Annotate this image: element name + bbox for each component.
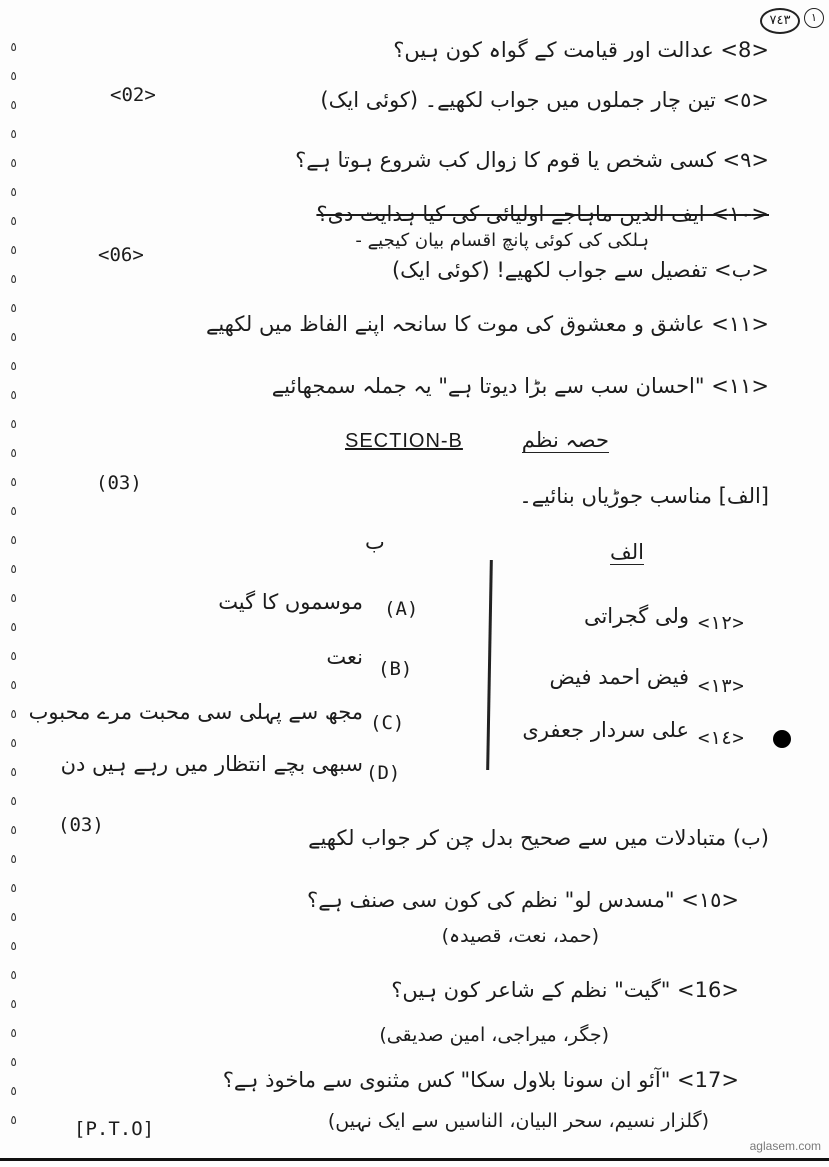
question-16: <16> "گیت" نظم کے شاعر کون ہیں؟ xyxy=(391,978,739,1002)
margin-mark: ٥ xyxy=(10,823,18,837)
margin-mark: ٥ xyxy=(10,765,18,779)
margin-mark: ٥ xyxy=(10,446,18,460)
margin-mark: ٥ xyxy=(10,649,18,663)
page-number-badge: ١ xyxy=(804,8,824,28)
match-right-d: سبھی بچے انتظار میں رہے ہیں دن xyxy=(60,752,363,776)
margin-mark: ٥ xyxy=(10,69,18,83)
margin-mark: ٥ xyxy=(10,475,18,489)
margin-mark: ٥ xyxy=(10,591,18,605)
question-16-options: (جگر، میراجی، امین صدیقی) xyxy=(379,1024,609,1046)
question-10-correction: ہلکی کی کوئی پانچ اقسام بیان کیجیے - xyxy=(355,230,649,251)
question-15-options: (حمد، نعت، قصیدہ) xyxy=(441,925,599,947)
margin-mark: ٥ xyxy=(10,533,18,547)
margin-mark: ٥ xyxy=(10,1113,18,1127)
margin-mark: ٥ xyxy=(10,939,18,953)
part-a-instruction: [الف] مناسب جوڑیاں بنائیے۔ xyxy=(519,484,769,508)
margin-mark: ٥ xyxy=(10,1084,18,1098)
margin-mark: ٥ xyxy=(10,214,18,228)
margin-mark: ٥ xyxy=(10,620,18,634)
part-be-marks: (03) xyxy=(58,814,104,836)
margin-mark: ٥ xyxy=(10,127,18,141)
match-left-14-num: <١٤> xyxy=(698,727,744,749)
margin-mark: ٥ xyxy=(10,40,18,54)
question-9: <٩> کسی شخص یا قوم کا زوال کب شروع ہوتا ہے؟ xyxy=(295,148,769,172)
question-10-struck: <١٠> ایف الدین ماہاجے اولیائی کی کیا ہدایت دی؟ xyxy=(316,202,769,226)
part-a-marks: (03) xyxy=(96,472,142,494)
match-left-14: علی سردار جعفری xyxy=(522,718,689,742)
margin-mark: ٥ xyxy=(10,504,18,518)
match-left-13: فیض احمد فیض xyxy=(549,665,689,689)
question-17-options: (گلزار نسیم، سحر البیان، الناسیں سے ایک نہیں) xyxy=(327,1110,709,1132)
margin-mark: ٥ xyxy=(10,794,18,808)
section-b-title: SECTION-B xyxy=(345,430,463,452)
margin-mark: ٥ xyxy=(10,562,18,576)
marks-02: <02> xyxy=(110,84,156,106)
column-alif-header xyxy=(610,540,644,564)
match-left-12-num: <١٢> xyxy=(698,612,744,634)
marks-06: <06> xyxy=(98,244,144,266)
question-5-instruction: <٥> تین چار جملوں میں جواب لکھیے۔ (کوئی ایک) xyxy=(320,88,769,112)
margin-punch-marks xyxy=(0,0,24,1167)
question-17: <17> "آئو ان سونا بلاول سکا" کس مثنوی سے ماخوذ ہے؟ xyxy=(222,1068,739,1092)
question-11: <١١> عاشق و معشوق کی موت کا سانحہ اپنے الفاظ میں لکھیے xyxy=(206,312,769,336)
margin-mark: ٥ xyxy=(10,417,18,431)
question-11b: <١١> "احسان سب سے بڑا دیوتا ہے" یہ جملہ سمجھائیے xyxy=(271,374,769,398)
question-b-instruction: <ب> تفصیل سے جواب لکھیے! (کوئی ایک) xyxy=(391,258,769,282)
margin-mark: ٥ xyxy=(10,98,18,112)
margin-mark: ٥ xyxy=(10,707,18,721)
margin-mark: ٥ xyxy=(10,330,18,344)
match-right-a: موسموں کا گیت xyxy=(218,590,363,614)
column-alif-header-text: الف xyxy=(610,540,644,564)
margin-mark: ٥ xyxy=(10,736,18,750)
margin-mark: ٥ xyxy=(10,910,18,924)
margin-mark: ٥ xyxy=(10,678,18,692)
margin-mark: ٥ xyxy=(10,388,18,402)
question-8: <8> عدالت اور قیامت کے گواہ کون ہیں؟ xyxy=(393,38,769,62)
match-left-13-num: <١٣> xyxy=(698,675,744,697)
pto-label: [P.T.O] xyxy=(74,1118,155,1140)
margin-mark: ٥ xyxy=(10,301,18,315)
margin-mark: ٥ xyxy=(10,359,18,373)
match-right-b-letter: (B) xyxy=(378,658,413,680)
margin-mark: ٥ xyxy=(10,243,18,257)
match-left-12: ولی گجراتی xyxy=(583,604,689,628)
watermark: aglasem.com xyxy=(749,1139,821,1153)
question-15: <١٥> "مسدس لو" نظم کی کون سی صنف ہے؟ xyxy=(307,888,739,912)
match-right-b: نعت xyxy=(326,645,363,669)
column-be-header: ب xyxy=(365,530,385,554)
match-right-d-letter: (D) xyxy=(366,762,401,784)
margin-mark: ٥ xyxy=(10,997,18,1011)
margin-mark: ٥ xyxy=(10,968,18,982)
margin-mark: ٥ xyxy=(10,272,18,286)
section-b-subtitle xyxy=(449,428,609,452)
match-right-c-letter: (C) xyxy=(370,712,405,734)
margin-mark: ٥ xyxy=(10,1055,18,1069)
match-right-a-letter: (A) xyxy=(384,598,419,620)
part-be-instruction: (ب) متبادلات میں سے صحیح بدل چن کر جواب لکھیے xyxy=(308,826,769,850)
margin-mark: ٥ xyxy=(10,881,18,895)
circled-code: ٧٤٣ xyxy=(760,8,800,34)
margin-mark: ٥ xyxy=(10,156,18,170)
section-b-subtitle-text: حصہ نظم xyxy=(521,428,609,452)
match-right-c: مجھ سے پہلی سی محبت مرے محبوب xyxy=(28,700,363,724)
bullet-dot xyxy=(773,730,791,748)
footer-rule xyxy=(0,1158,829,1161)
margin-mark: ٥ xyxy=(10,852,18,866)
margin-mark: ٥ xyxy=(10,1026,18,1040)
margin-mark: ٥ xyxy=(10,185,18,199)
